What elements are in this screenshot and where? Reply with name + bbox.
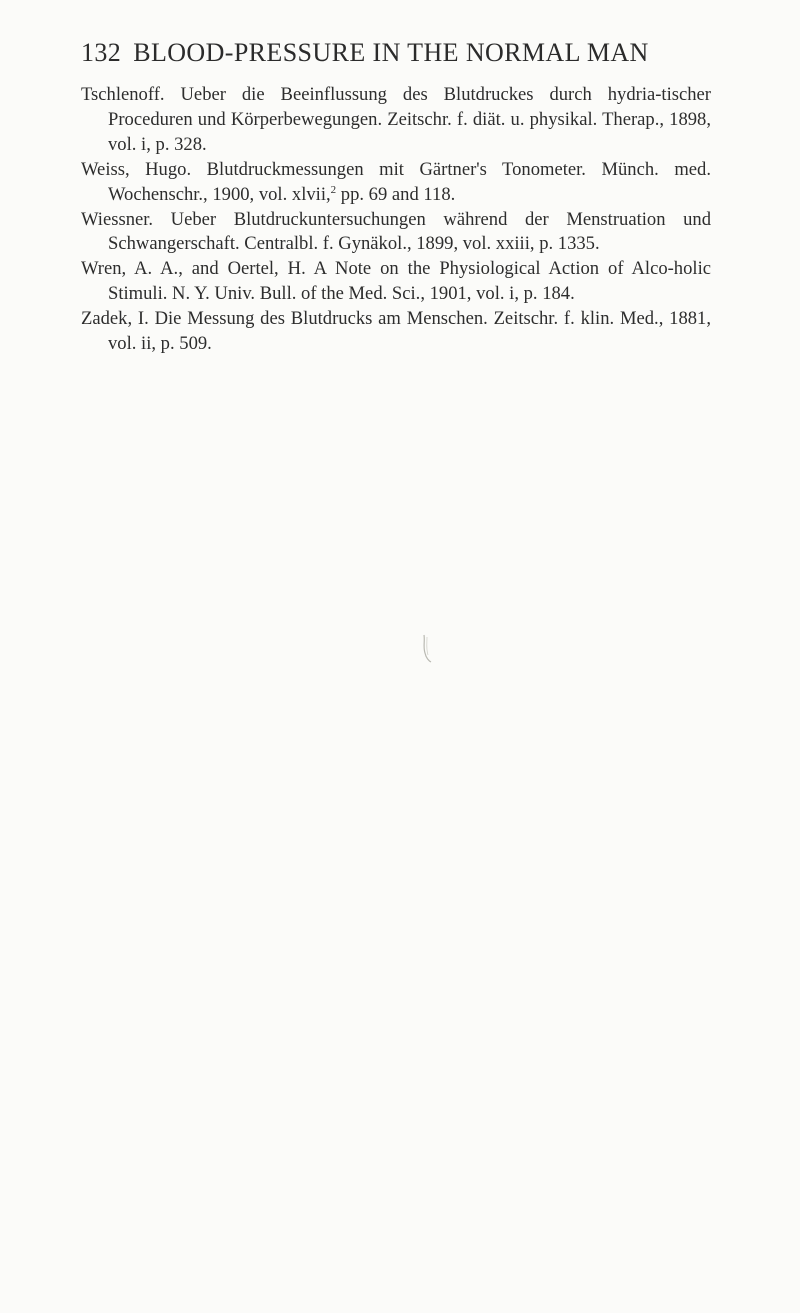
reference-entry-weiss bbox=[81, 158, 711, 208]
reference-entry-zadek: Zadek, I. Die Messung des Blutdrucks am Menschen. Zeitschr. f. klin. Med., 1881, vol. ii, p. 509. bbox=[81, 308, 711, 355]
reference-weiss-superscript: 2 bbox=[330, 183, 337, 196]
reference-entry-tschlenoff: Tschlenoff. Ueber die Beeinflussung des Blutdruckes durch hydria-tischer Proceduren und Körperbewegungen. Zeitschr. f. diät. u. physikal. Therap., 1898, vol. i, p. 328. bbox=[81, 84, 711, 155]
reference-weiss-main: Weiss, Hugo. Blutdruckmessungen mit Gärtner's Tonometer. Münch. med. Wochenschr., 1900, vol. xlvii, bbox=[81, 158, 711, 205]
paper-speck-icon bbox=[421, 633, 433, 663]
reference-list bbox=[81, 83, 711, 357]
running-header bbox=[81, 38, 741, 68]
reference-entry-wiessner: Wiessner. Ueber Blutdruckuntersuchungen während der Menstruation und Schwangerschaft. Centralbl. f. Gynäkol., 1899, vol. xxiii, p. 1335. bbox=[81, 208, 711, 255]
running-title: BLOOD-PRESSURE IN THE NORMAL MAN bbox=[133, 38, 649, 67]
reference-entry-wren: Wren, A. A., and Oertel, H. A Note on the Physiological Action of Alco-holic Stimuli. N. Y. Univ. Bull. of the Med. Sci., 1901, vol. i, p. 184. bbox=[81, 258, 711, 305]
page-number: 132 bbox=[81, 38, 122, 67]
reference-weiss-pages: pp. 69 and 118. bbox=[336, 183, 456, 205]
